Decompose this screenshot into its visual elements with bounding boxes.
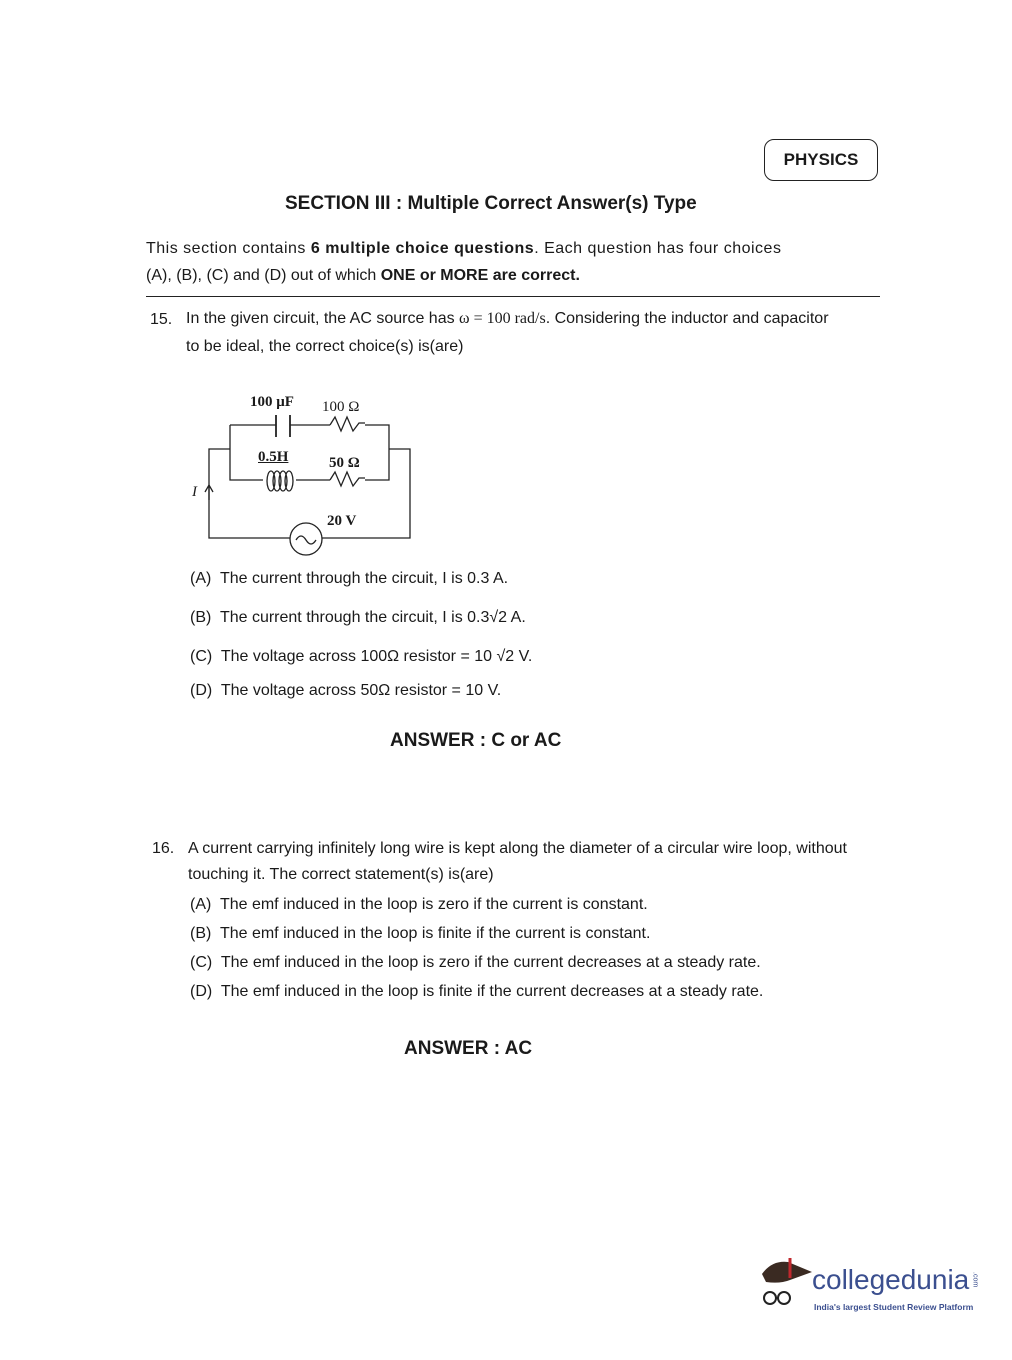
intro-text: (A), (B), (C) and (D) out of which — [146, 267, 381, 284]
q15-answer: ANSWER : C or AC — [390, 730, 562, 751]
option-label: (D) — [190, 983, 213, 1000]
logo-wordmark — [812, 1264, 978, 1296]
q15-text: . Considering the inductor and capacitor — [545, 310, 829, 327]
option-text: The emf induced in the loop is zero if the current decreases at a steady rate. — [220, 954, 761, 971]
option-text: The emf induced in the loop is zero if the current is constant. — [219, 896, 648, 913]
intro-bold: 6 multiple choice questions — [310, 240, 535, 257]
q16-option-c — [190, 954, 761, 972]
section-title: SECTION III : Multiple Correct Answer(s) Type — [285, 193, 697, 214]
option-label: (A) — [190, 896, 212, 913]
q15-text: In the given circuit, the AC source has — [186, 310, 460, 327]
circuit-wires — [230, 425, 389, 480]
resistor1-label: 100 Ω — [322, 399, 360, 415]
capacitor-symbol — [276, 415, 290, 437]
intro-bold: ONE or MORE are correct. — [380, 267, 580, 284]
current-label: I — [192, 484, 197, 500]
q16-option-a — [190, 896, 648, 914]
q15-omega: ω = 100 rad/s — [459, 310, 546, 327]
collegedunia-logo — [754, 1254, 1004, 1324]
capacitor-label: 100 μF — [250, 394, 294, 410]
option-label: (B) — [190, 925, 212, 942]
option-label: (C) — [190, 648, 213, 665]
option-text: The current through the circuit, I is 0.3 A. — [219, 570, 509, 587]
option-label: (A) — [190, 570, 212, 587]
q16-answer: ANSWER : AC — [404, 1038, 533, 1059]
q15-option-a — [190, 570, 508, 588]
option-text: The current through the circuit, I is 0.3√2 A. — [219, 609, 526, 626]
mascot-icon — [754, 1254, 814, 1324]
logo-name: collegedunia — [812, 1264, 970, 1295]
outer-wires — [209, 449, 410, 538]
q16-number: 16. — [152, 840, 175, 857]
resistor-50-symbol — [330, 472, 365, 486]
option-text: The emf induced in the loop is finite if the current decreases at a steady rate. — [220, 983, 764, 1000]
logo-suffix: .com — [971, 1272, 979, 1288]
q15-option-b — [190, 609, 526, 627]
q16-option-d — [190, 983, 763, 1001]
option-text: The voltage across 100Ω resistor = 10 √2 V. — [220, 648, 533, 665]
option-label: (B) — [190, 609, 212, 626]
ac-wave — [296, 536, 316, 544]
current-arrow-icon — [205, 485, 213, 500]
subject-badge: PHYSICS — [764, 139, 878, 181]
intro-text: This section contains — [146, 240, 311, 257]
q15-number: 15. — [150, 311, 173, 328]
inductor-label: 0.5H — [258, 449, 289, 465]
inductor-symbol — [267, 471, 293, 491]
q15-option-c — [190, 648, 532, 666]
q15-option-d — [190, 682, 501, 700]
option-label: (C) — [190, 954, 213, 971]
option-label: (D) — [190, 682, 213, 699]
q16-option-b — [190, 925, 650, 943]
q16-line-1: A current carrying infinitely long wire is kept along the diameter of a circular wire loop, without — [188, 840, 847, 857]
source-label: 20 V — [327, 513, 357, 529]
logo-tagline: India's largest Student Review Platform — [814, 1302, 974, 1312]
resistor-100-symbol — [330, 417, 365, 431]
resistor2-label: 50 Ω — [329, 455, 360, 471]
option-text: The voltage across 50Ω resistor = 10 V. — [220, 682, 502, 699]
q15-line-2: to be ideal, the correct choice(s) is(are) — [186, 338, 464, 355]
option-text: The emf induced in the loop is finite if the current is constant. — [219, 925, 651, 942]
q16-line-2: touching it. The correct statement(s) is(are) — [188, 866, 494, 883]
intro-text: . Each question has four choices — [534, 240, 782, 257]
